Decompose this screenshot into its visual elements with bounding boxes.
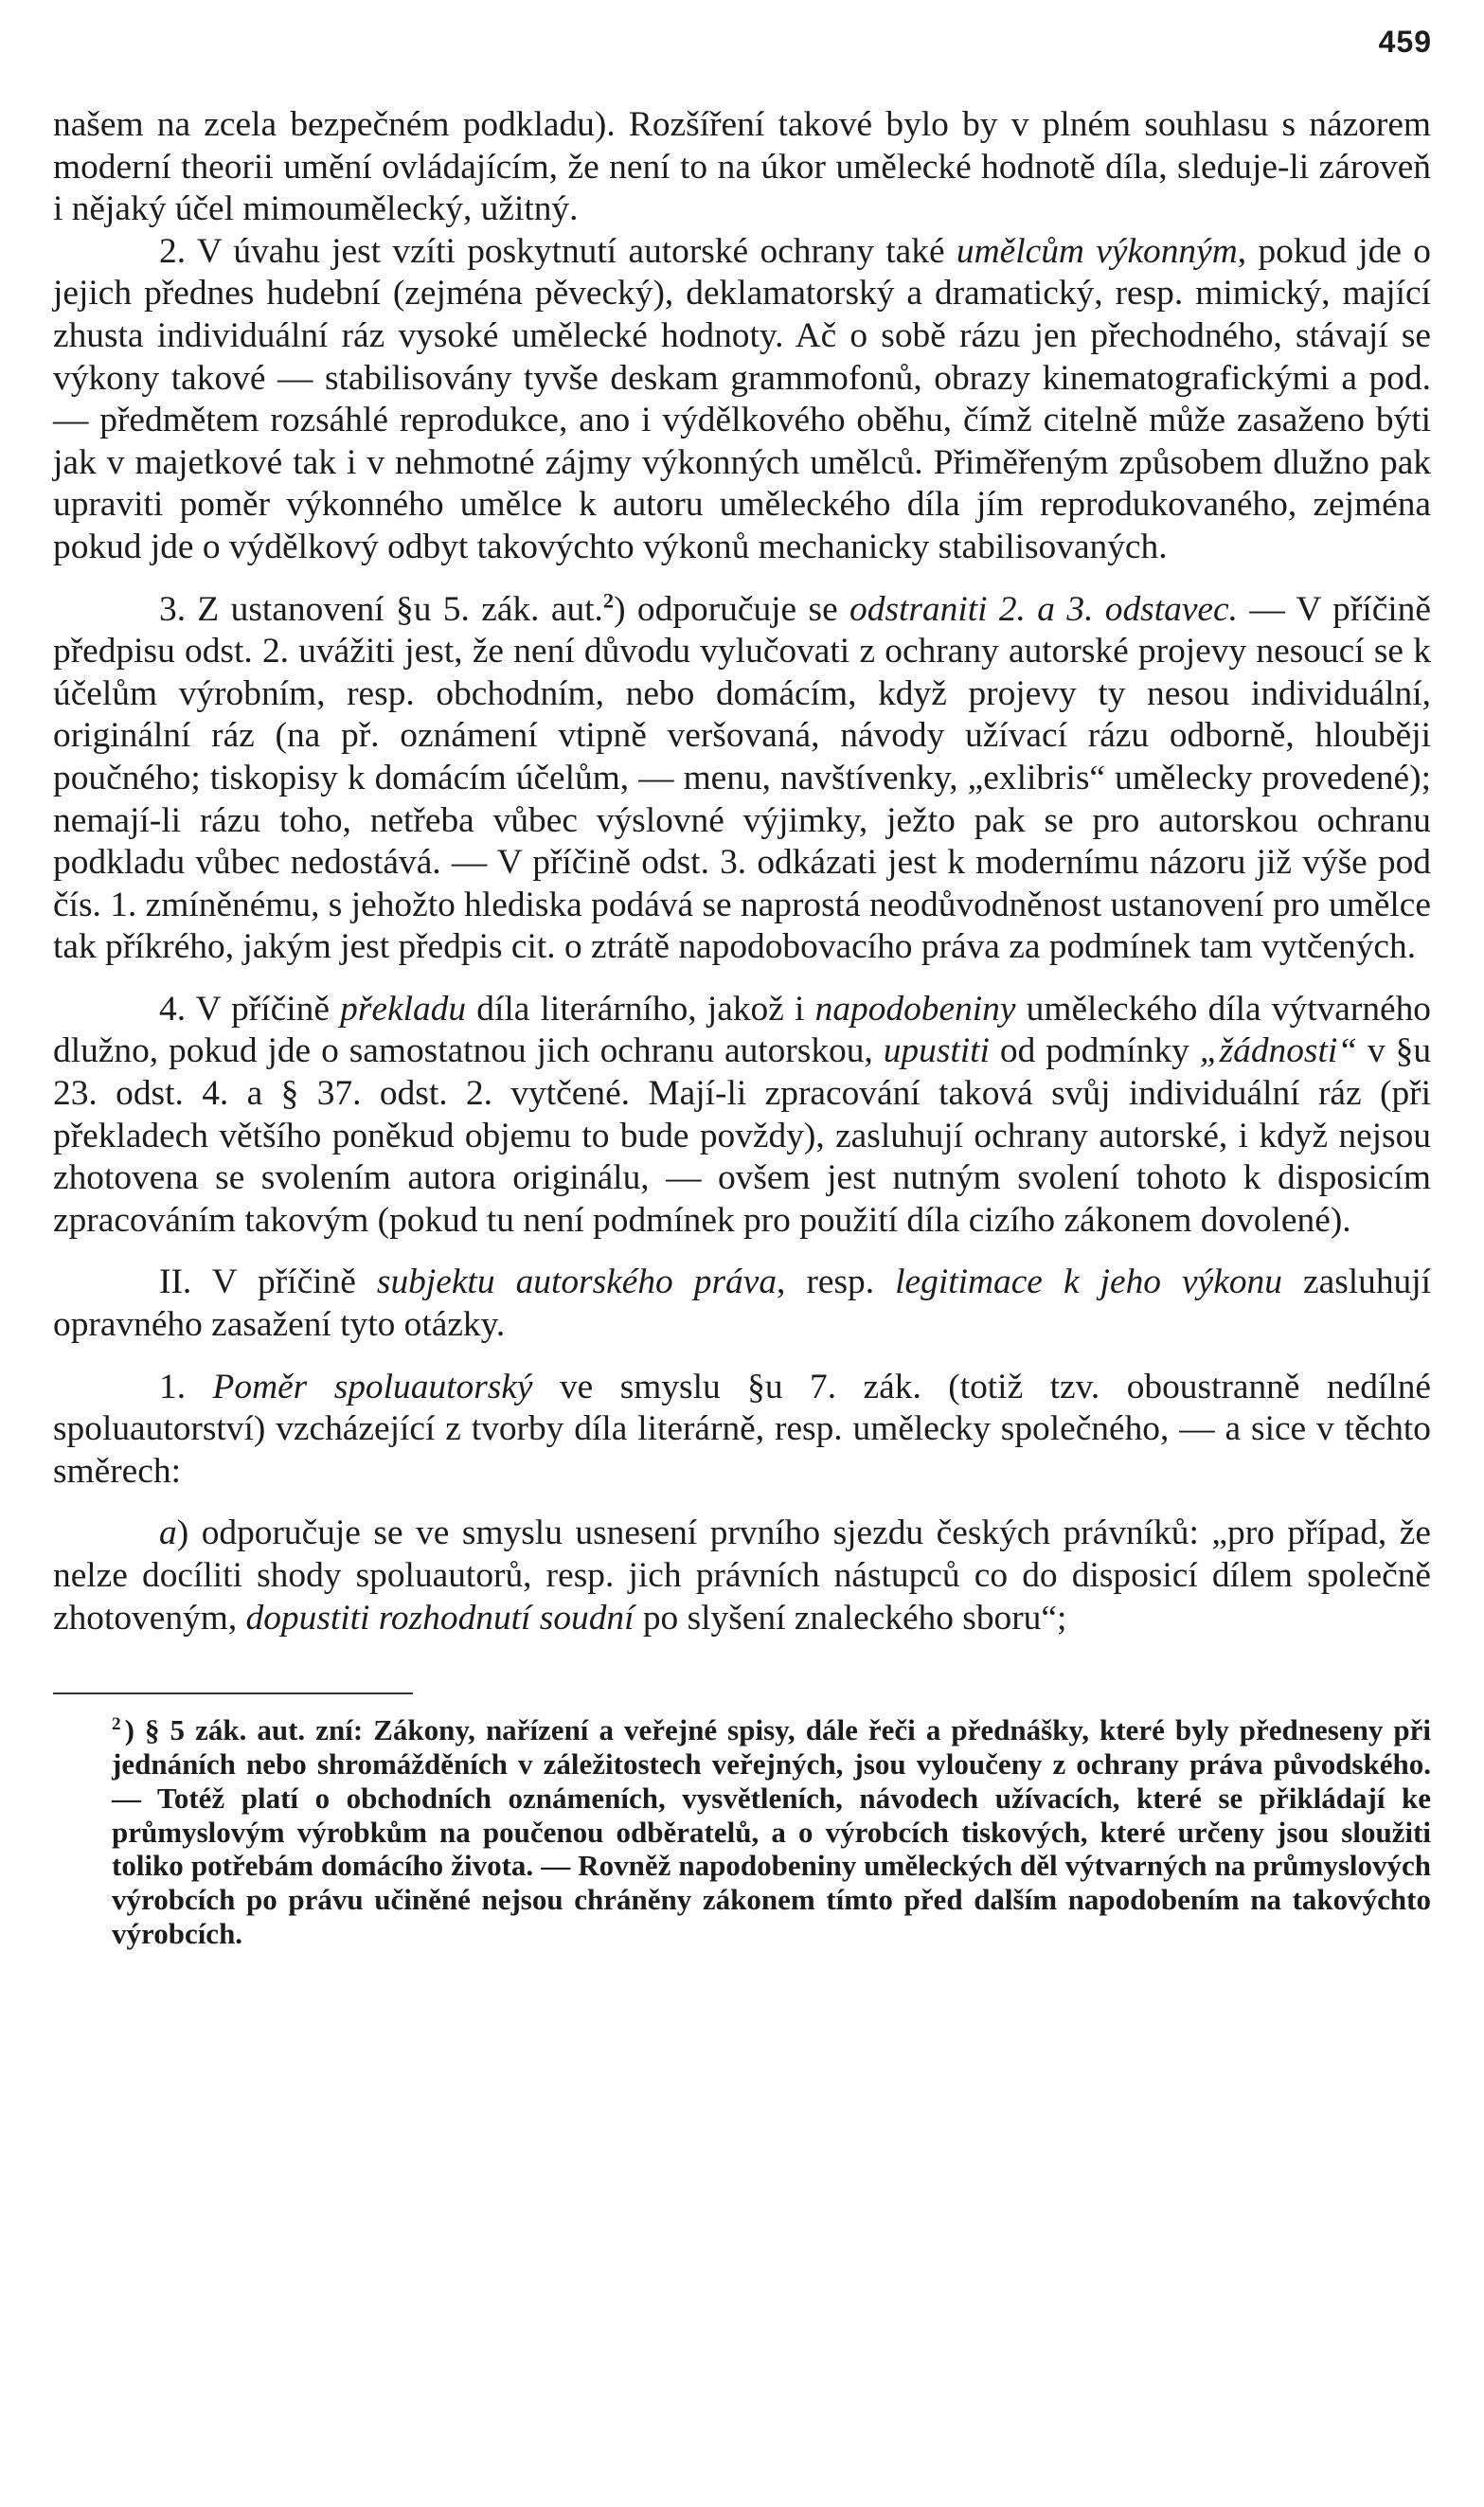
text-run: uměleckého díla výtvarného dlužno, pokud jde o samostatnou jich ochranu autorskou, [53, 989, 1432, 1071]
emphasis-text: napodobeniny [814, 989, 1016, 1029]
text-run: , resp. [777, 1262, 896, 1302]
text-run: 4. V příčině [159, 989, 341, 1029]
text-run: ) odporučuje se [614, 589, 850, 629]
paragraph [53, 989, 1431, 1243]
text-run: ve smyslu §u 7. zák. (totiž tzv. oboustranně nedílné spoluautorství) vzcházející z tvorby díla literárně, resp. umělecky společného, — a sice v těchto směrech: [53, 1367, 1432, 1491]
footnote-reference: 2 [602, 588, 615, 613]
text-run: po slyšení znaleckého sboru“; [634, 1598, 1067, 1638]
footnote-mark: 2 [112, 1713, 121, 1734]
emphasis-text: překladu [340, 989, 467, 1029]
body-text [53, 104, 1431, 1639]
emphasis-text: umělcům výkonným [956, 231, 1238, 271]
emphasis-text: subjektu autorského práva [376, 1262, 778, 1302]
emphasis-text: „žádnosti“ [1199, 1031, 1358, 1071]
text-run: 2. V úvahu jest vzíti poskytnutí autorské ochrany také [159, 231, 957, 271]
paragraph [53, 1513, 1431, 1639]
paragraph [53, 589, 1431, 969]
text-run: ) odporučuje se ve smyslu usnesení prvního sjezdu českých právníků: „pro případ, že nelze docíliti shody spoluautorů, resp. jich právních nástupců co do disposicí dílem společně zhotoveným, [53, 1513, 1431, 1638]
text-run: od podmínky [989, 1031, 1200, 1071]
emphasis-text: Poměr spoluautorský [212, 1367, 533, 1406]
paragraph [53, 104, 1431, 231]
text-run: v §u 23. odst. 4. a § 37. odst. 2. vytčené. Mají-li zpracování taková svůj individuální ráz (při překladech většího poněkud objemu to bude povždy), zasluhují ochrany autorské, i když nejsou zhotovena se svolením autora originálu, — ovšem jest nutným svolení tohoto k disposicím zpracováním takovým (pokud tu není podmínek pro použití díla cizího zákonem dovolené). [53, 1031, 1432, 1240]
text-run: , pokud jde o jejich přednes hudební (zejména pěvecký), deklamatorský a dramatický, resp. mimický, mající zhusta individuální ráz vysoké umělecké hodnoty. Ač o sobě rázu jen přechodného, stávají se výkony takové — stabilisovány tyvše deskam grammofonů, obrazy kinematografickými a pod. — předmětem rozsáhlé reprodukce, ano i výdělkového oběhu, čímž citelně může zasaženo býti jak v majetkové tak i v nehmotné zájmy výkonných umělců. Přiměřeným způsobem dlužno pak upraviti poměr výkonného umělce k autoru uměleckého díla jím reprodukovaného, zejména pokud jde o výdělkový odbyt takovýchto výkonů mechanicky stabilisovaných. [53, 231, 1432, 566]
emphasis-text: dopustiti rozhodnutí soudní [245, 1598, 635, 1638]
text-run: zasluhují opravného zasažení tyto otázky. [53, 1262, 1431, 1345]
footnote-text: ) § 5 zák. aut. zní: Zákony, nařízení a veřejné spisy, dále řeči a přednášky, které byly předneseny při jednáních nebo shromážděních v záležitostech veřejných, jsou vyloučeny z ochrany práva původského. — Totéž platí o obchodních oznámeních, vysvětleních, návodech užívacích, které se přikládají ke průmyslovým výrobkům na poučenou odběratelů, a o výrobcích tiskových, které určeny jsou sloužiti toliko potřebám domácího života. — Rovněž napodobeniny uměleckých děl výtvarných na průmyslových výrobcích po právu učiněné nejsou chráněny zákonem tímto před dalším napodobením na takovýchto výrobcích. [112, 1713, 1431, 1950]
page-number: 459 [1378, 25, 1432, 59]
emphasis-text: a [159, 1513, 177, 1553]
text-run: díla literárního, jakož i [466, 989, 815, 1029]
emphasis-text: upustiti [883, 1031, 990, 1071]
text-run: 3. Z ustanovení §u 5. zák. aut. [159, 589, 603, 629]
text-run: našem na zcela bezpečném podkladu). Rozšíření takové bylo by v plném souhlasu s názorem moderní theorii umění ovládajícím, že není to na úkor umělecké hodnotě díla, sleduje-li zároveň i nějaký účel mimoumělecký, užitný. [53, 105, 1431, 229]
footnote [53, 1713, 1431, 1951]
text-run: II. V příčině [159, 1262, 377, 1302]
footnote-separator [53, 1692, 413, 1694]
emphasis-text: odstraniti 2. a 3. odstavec. [849, 589, 1238, 629]
paragraph [53, 1262, 1431, 1346]
text-run: — V příčině předpisu odst. 2. uvážiti jest, že není důvodu vylučovati z ochrany autorské projevy nesoucí se k účelům výrobním, resp. obchodním, nebo domácím, když projevy ty nesou individuální, originální ráz (na př. oznámení vtipně veršovaná, návody užívací rázu odborně, hlouběji poučného; tiskopisy k domácím účelům, — menu, navštívenky, „exlibris“ umělecky provedené); nemají-li rázu toho, netřeba vůbec výslovné výjimky, ježto pak se pro autorskou ochranu podkladu vůbec nedostává. — V příčině odst. 3. odkázati jest k modernímu názoru již výše pod čís. 1. zmíněnému, s jehožto hlediska podává se naprostá neodůvodněnost ustanovení pro umělce tak příkrého, jakým jest předpis cit. o ztrátě napodobovacího práva za podmínek tam vytčených. [53, 589, 1431, 967]
text-run: 1. [159, 1367, 213, 1406]
paragraph [53, 231, 1431, 569]
paragraph [53, 1367, 1431, 1494]
emphasis-text: legitimace k jeho výkonu [895, 1262, 1282, 1302]
